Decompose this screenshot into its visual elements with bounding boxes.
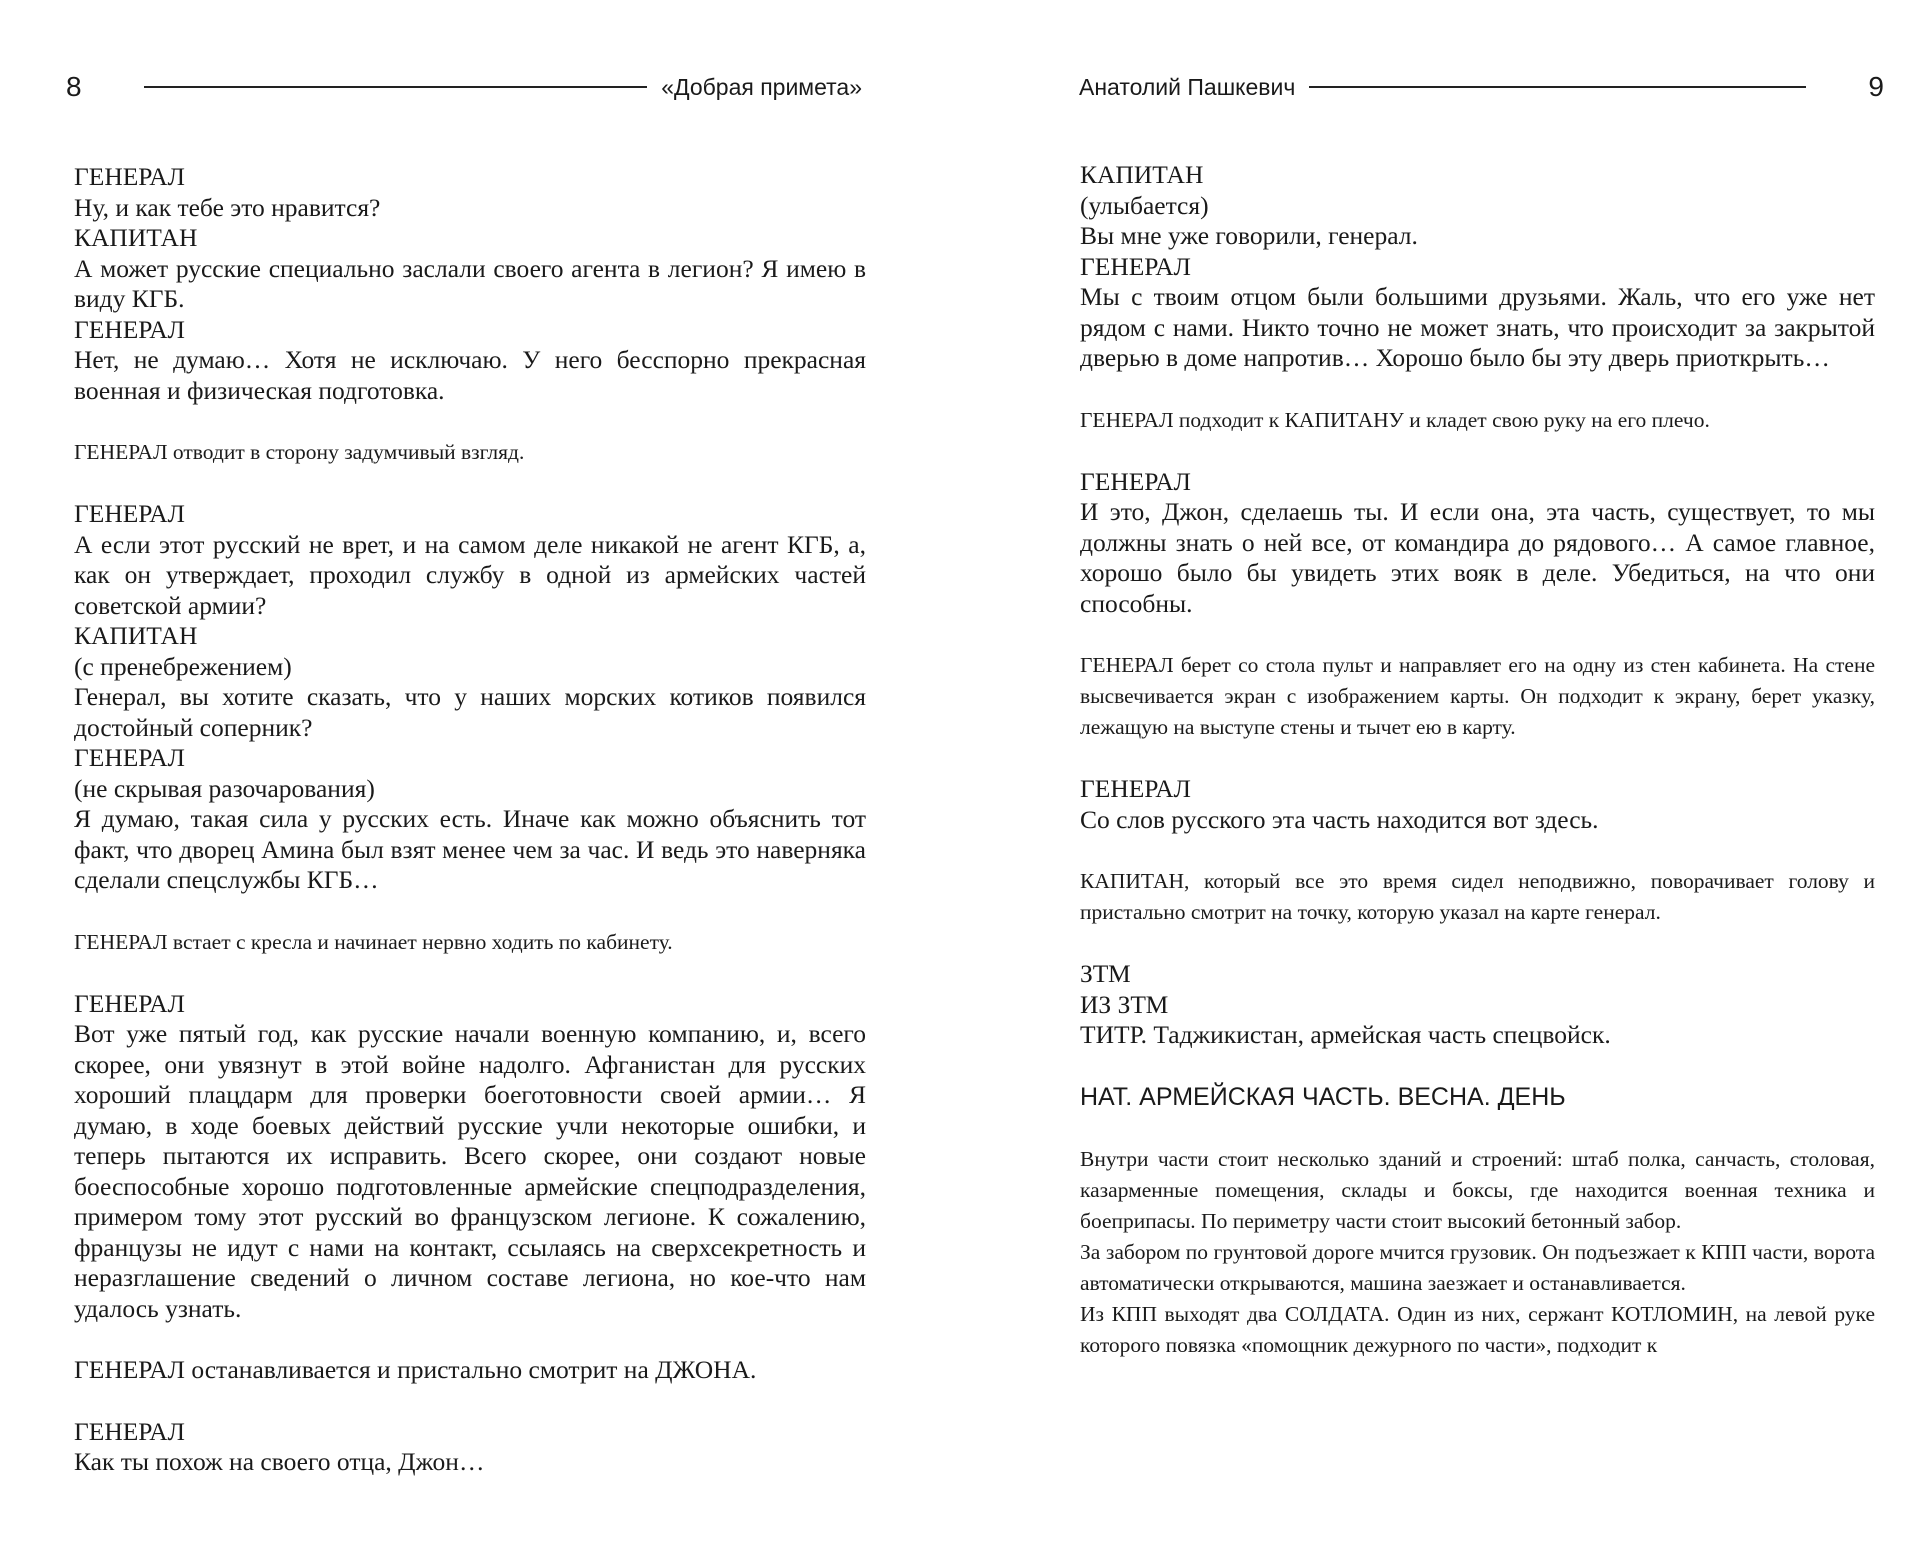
speaker-name: ГЕНЕРАЛ: [1080, 774, 1191, 803]
speaker-name: КАПИТАН: [74, 621, 198, 650]
page-number: 9: [1868, 71, 1884, 102]
running-title: «Добрая примета»: [661, 73, 862, 100]
dialogue-line: Нет, не думаю… Хотя не исключаю. У него бесспорно прекрасная военная и физическая подготовка.: [74, 345, 866, 405]
right-page: [953, 0, 1906, 1542]
dialogue-line: А может русские специально заслали своего агента в легион? Я имею в виду КГБ.: [74, 253, 866, 313]
speaker-name: ГЕНЕРАЛ: [74, 1416, 185, 1446]
right-text-column: [1080, 160, 1875, 1361]
action-line: ГЕНЕРАЛ останавливается и пристально смотрит на ДЖОНА.: [74, 1355, 757, 1384]
speaker-name: КАПИТАН: [1080, 160, 1204, 189]
parenthetical: (с пренебрежением): [74, 651, 292, 681]
running-title: Анатолий Пашкевич: [1079, 73, 1296, 100]
page-number: 8: [66, 71, 82, 102]
stage-direction: Из КПП выходят два СОЛДАТА. Один из них, сержант КОТЛОМИН, на левой руке которого повязка «помощник дежурного по части», подходит к: [1080, 1301, 1875, 1357]
dialogue-line: Вы мне уже говорили, генерал.: [1080, 221, 1418, 250]
dialogue-line: Генерал, вы хотите сказать, что у наших морских котиков появился достойный соперник?: [74, 682, 866, 742]
parenthetical: (не скрывая разочарования): [74, 773, 375, 803]
caption-line: ТИТР. Таджикистан, армейская часть спецвойск.: [1080, 1020, 1611, 1049]
transition: ЗТМ: [1080, 959, 1131, 988]
left-text-column: [74, 162, 866, 1478]
dialogue-line: Мы с твоим отцом были большими друзьями. Жаль, что его уже нет рядом с нами. Никто точно не может знать, что происходит за закрытой дверью в доме напротив… Хорошо было бы эту дверь приоткрыть…: [1080, 282, 1875, 372]
speaker-name: ГЕНЕРАЛ: [74, 499, 185, 528]
stage-direction: За забором по грунтовой дороге мчится грузовик. Он подъезжает к КПП части, ворота автоматически открываются, машина заезжает и останавливается.: [1080, 1239, 1875, 1295]
dialogue-line: Я думаю, такая сила у русских есть. Иначе как можно объяснить тот факт, что дворец Амина был взят менее чем за час. И ведь это наверняка сделали спецслужбы КГБ…: [74, 804, 866, 894]
dialogue-line: А если этот русский не врет, и на самом деле никакой не агент КГБ, а, как он утверждает, проходил службу в одной из армейских частей советской армии?: [74, 529, 866, 620]
stage-direction: КАПИТАН, который все это время сидел неподвижно, поворачивает голову и пристально смотрит на точку, которую указал на карте генерал.: [1080, 869, 1875, 924]
right-page-header: [1079, 62, 1884, 112]
speaker-name: ГЕНЕРАЛ: [74, 162, 185, 191]
stage-direction: ГЕНЕРАЛ берет со стола пульт и направляет его на одну из стен кабинета. На стене высвечивается экран с изображением карты. Он подходит к экрану, берет указку, лежащую на выступе стены и тычет ею в карту.: [1080, 653, 1875, 739]
scene-heading: НАТ. АРМЕЙСКАЯ ЧАСТЬ. ВЕСНА. ДЕНЬ: [1080, 1082, 1566, 1111]
speaker-name: ГЕНЕРАЛ: [74, 314, 185, 344]
header-rule: [144, 86, 648, 88]
speaker-name: ГЕНЕРАЛ: [74, 988, 185, 1018]
speaker-name: ГЕНЕРАЛ: [1080, 251, 1191, 281]
speaker-name: ГЕНЕРАЛ: [1080, 466, 1191, 496]
dialogue-line: И это, Джон, сделаешь ты. И если она, эта часть, существует, то мы должны знать о ней все, от командира до рядового… А самое главное, хорошо было бы увидеть этих вояк в деле. Убедиться, на что они способны.: [1080, 497, 1875, 618]
dialogue-line: Ну, и как тебе это нравится?: [74, 192, 381, 222]
dialogue-line: Со слов русского эта часть находится вот здесь.: [1080, 804, 1599, 834]
left-page-header: [66, 62, 862, 112]
parenthetical: (улыбается): [1080, 190, 1209, 220]
dialogue-line: Вот уже пятый год, как русские начали военную компанию, и, всего скорее, они увязнут в этой войне надолго. Афганистан для русских хороший плацдарм для проверки боеготовности своей армии… Я думаю, в ходе боевых действий русские учли некоторые ошибки, и теперь пытаются их исправить. Всего скорее, они создают новые боеспособные хорошо подготовленные армейские спецподразделения, примером тому этот русский во французском легионе. К сожалению, французы не идут с нами на контакт, ссылаясь на сверхсекретность и неразглашение сведений о личном составе легиона, но кое-что нам удалось узнать.: [74, 1019, 866, 1323]
stage-direction: ГЕНЕРАЛ подходит к КАПИТАНУ и кладет свою руку на его плечо.: [1080, 407, 1710, 432]
stage-direction: Внутри части стоит несколько зданий и строений: штаб полка, санчасть, столовая, казарменные помещения, склады и боксы, где находится военная техника и боеприпасы. По периметру части стоит высокий бетонный забор.: [1080, 1146, 1875, 1233]
stage-direction: ГЕНЕРАЛ встает с кресла и начинает нервно ходить по кабинету.: [74, 929, 673, 954]
header-rule: [1309, 86, 1806, 88]
transition: ИЗ ЗТМ: [1080, 989, 1169, 1019]
speaker-name: КАПИТАН: [74, 223, 198, 252]
speaker-name: ГЕНЕРАЛ: [74, 743, 185, 772]
dialogue-line: Как ты похож на своего отца, Джон…: [74, 1447, 485, 1476]
stage-direction: ГЕНЕРАЛ отводит в сторону задумчивый взгляд.: [74, 440, 525, 464]
